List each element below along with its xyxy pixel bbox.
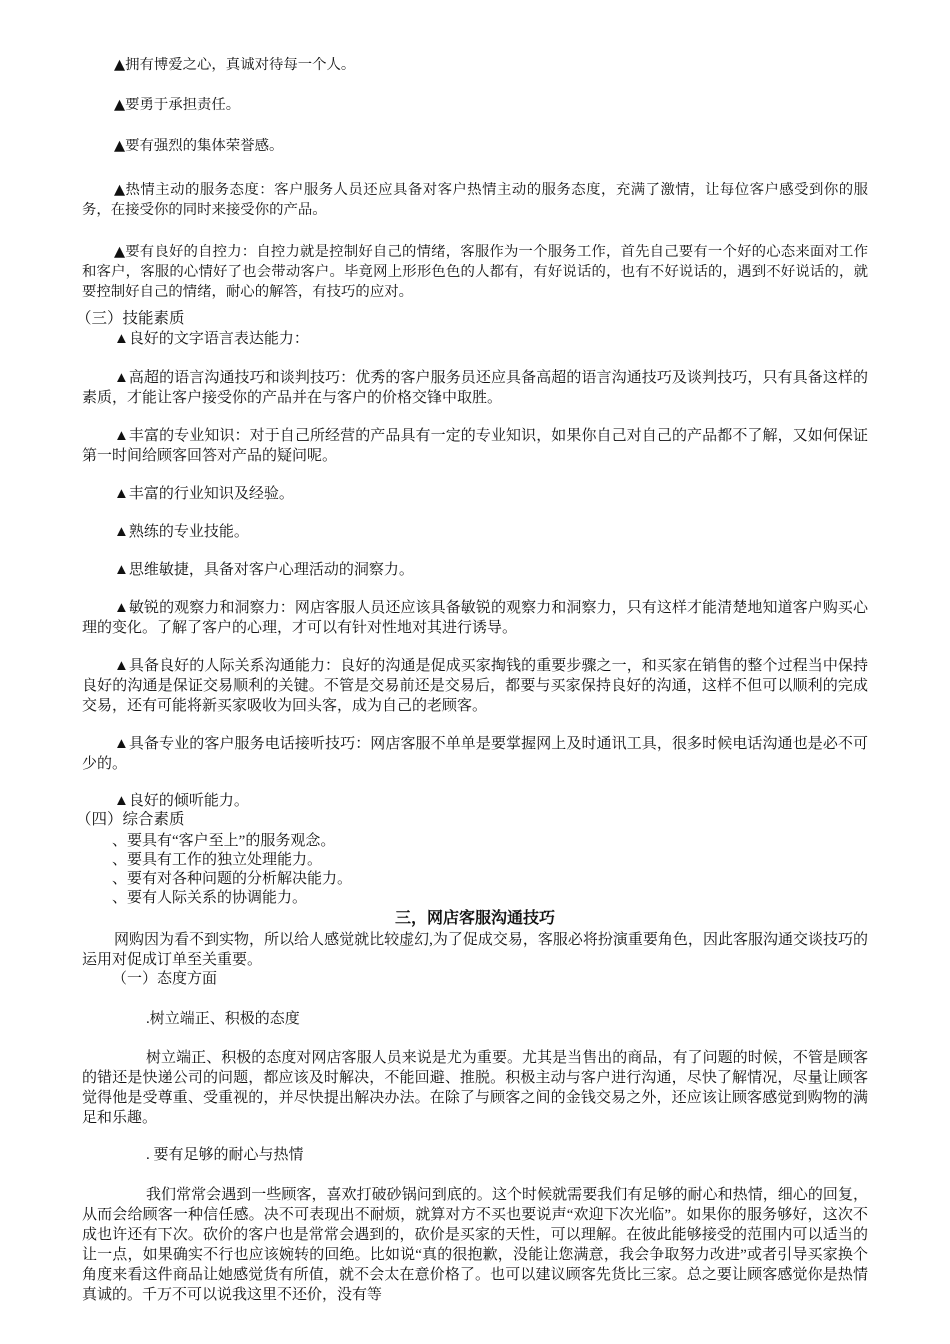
paragraph-positive-attitude: 树立端正、积极的态度对网店客服人员来说是尤为重要。尤其是当售出的商品，有了问题的时候，不管是顾客的错还是快递公司的问题，都应该及时解决，不能回避、推脱。积极主动与客户进行沟通，尽快了解情况，尽量让顾客觉得他是受尊重、受重视的，并尽快提出解决办法。在除了与顾客之间的金钱交易之外，还应该让顾客感觉到购物的满足和乐趣。 xyxy=(82,1050,868,1126)
paragraph-service-attitude: ▲热情主动的服务态度：客户服务人员还应具备对客户热情主动的服务态度，充满了激情，让每位客户感受到你的服务，在接受你的同时来接受你的产品。 xyxy=(82,182,868,218)
paragraph-industry-knowledge: ▲丰富的行业知识及经验。 xyxy=(114,486,294,502)
paragraph-intro: 网购因为看不到实物，所以给人感觉就比较虚幻,为了促成交易，客服必将扮演重要角色，因此客服沟通交谈技巧的运用对促成订单至关重要。 xyxy=(82,932,868,968)
paragraph-professional-skill: ▲熟练的专业技能。 xyxy=(114,524,249,540)
paragraph-responsibility: ▲要勇于承担责任。 xyxy=(114,97,241,113)
paragraph-negotiation: ▲高超的语言沟通技巧和谈判技巧：优秀的客户服务员还应具备高超的语言沟通技巧及谈判技巧，只有具备这样的素质，才能让客户接受你的产品并在与客户的价格交锋中取胜。 xyxy=(82,370,868,406)
subheading-positive-attitude: .树立端正、积极的态度 xyxy=(146,1011,300,1027)
list-item-customer-first: 、要具有“客户至上”的服务观念。 xyxy=(112,833,336,849)
section-heading-skills: （三）技能素质 xyxy=(76,310,185,327)
paragraph-collective-honor: ▲要有强烈的集体荣誉感。 xyxy=(114,138,284,154)
paragraph-professional-knowledge: ▲丰富的专业知识：对于自己所经营的产品具有一定的专业知识，如果你自己对自己的产品都不了解，又如何保证第一时间给顾客回答对产品的疑问呢。 xyxy=(82,428,868,464)
paragraph-language-expression: ▲良好的文字语言表达能力： xyxy=(114,331,309,347)
paragraph-listening: ▲良好的倾听能力。 xyxy=(114,793,249,809)
subheading-patience: . 要有足够的耐心与热情 xyxy=(146,1147,304,1163)
paragraph-observation: ▲敏锐的观察力和洞察力：网店客服人员还应该具备敏锐的观察力和洞察力，只有这样才能清楚地知道客户购买心理的变化。了解了客户的心理，才可以有针对性地对其进行诱导。 xyxy=(82,600,868,636)
paragraph-self-control: ▲要有良好的自控力：自控力就是控制好自己的情绪，客服作为一个服务工作，首先自己要有一个好的心态来面对工作和客户，客服的心情好了也会带动客户。毕竟网上形形色色的人都有，有好说话的，也有不好说话的，遇到不好说话的，就要控制好自己的情绪，耐心的解答，有技巧的应对。 xyxy=(82,244,868,300)
list-item-independence: 、要具有工作的独立处理能力。 xyxy=(112,852,323,868)
paragraph-interpersonal: ▲具备良好的人际关系沟通能力：良好的沟通是促成买家掏钱的重要步骤之一，和买家在销售的整个过程当中保持良好的沟通是保证交易顺利的关键。不管是交易前还是交易后，都要与买家保持良好的沟通，这样不但可以顺利的完成交易，还有可能将新买家吸收为回头客，成为自己的老顾客。 xyxy=(82,658,868,714)
subsection-heading-attitude: （一）态度方面 xyxy=(112,971,218,987)
chapter-title: 三，网店客服沟通技巧 xyxy=(394,908,555,927)
section-heading-comprehensive: （四）综合素质 xyxy=(76,811,185,828)
paragraph-patience: 我们常常会遇到一些顾客，喜欢打破砂锅问到底的。这个时候就需要我们有足够的耐心和热情，细心的回复，从而会给顾客一种信任感。决不可表现出不耐烦，就算对方不买也要说声“欢迎下次光临”。如果你的服务够好，这次不成也许还有下次。砍价的客户也是常常会遇到的，砍价是买家的天性，可以理解。在彼此能够接受的范围内可以适当的让一点，如果确实不行也应该婉转的回绝。比如说“真的很抱歉，没能让您满意，我会争取努力改进”或者引导买家换个角度来看这件商品让她感觉货有所值，就不会太在意价格了。也可以建议顾客先货比三家。总之要让顾客感觉你是热情真诚的。千万不可以说我这里不还价，没有等 xyxy=(82,1187,868,1303)
paragraph-phone-skill: ▲具备专业的客户服务电话接听技巧：网店客服不单单是要掌握网上及时通讯工具，很多时候电话沟通也是必不可少的。 xyxy=(82,736,868,772)
list-item-problem-solving: 、要有对各种问题的分析解决能力。 xyxy=(112,871,353,887)
list-item-coordination: 、要有人际关系的协调能力。 xyxy=(112,890,308,906)
paragraph-quick-thinking: ▲思维敏捷，具备对客户心理活动的洞察力。 xyxy=(114,562,414,578)
paragraph-love: ▲拥有博爱之心，真诚对待每一个人。 xyxy=(114,57,356,73)
